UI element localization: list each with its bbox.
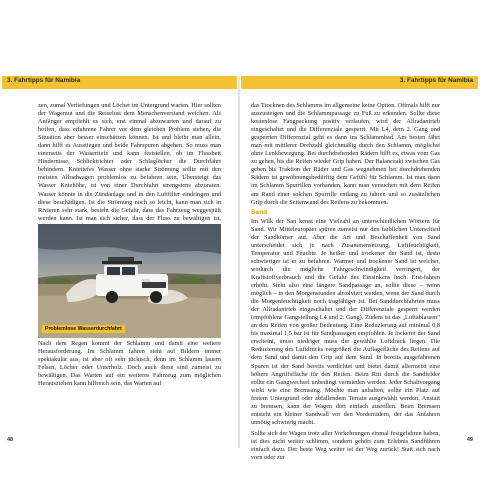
right-paragraph-sand: Im Wilk der San kennt eine Vielzahl an unterschiedlichen Wörtern für Sand. Wir Mitteleuropäer spüren zumeist nur den farblichen Unterschied der Sandkörner auf. Aber die Art und Beschaffenheit von Sand unterscheidet sich je nach Zusammensetzung, Luftfeuchtigkeit, Temperatur und Feuchte. Je heißer und trockener der Sand ist, desto schwieriger ist er zu befahren. Warmer und trockener Sand ist weicher, wodurch die mögliche Fahrgeschwindigkeit verringert, der Kraftstoffverbrauch und die Gefahr des Einsinkens hoch. Erst-fahren erhöht. Steht also eine längere Sandpassage an, sollte diese – wenn möglich – in den Morgenstunden absolviert werden, wenn der Sand durch die Morgenfeuchtigkeit noch tragfähiger ist. Bei Sanddurchfahrten muss der Allradantrieb eingeschaltet und der Differenziale gesperrt werden (empfohlene Gangstellung L4 und 2. Gang). Zudem ist das „Luftablassen“ an den Reifen von großer Bedeutung. Eine Reduzierung auf minimal 0,8 bis maximal 1,5 bar ist für Sandpassagen empfohlen. Je lockerer der Sand erscheint, umso niedriger muss der gewählte Luftdruck liegen. Die Reduzierung des Luftdrucks vergrößert die Auflagefläche des Reifens auf dem Sand und damit den Grip auf dem Sand. In bereits ausgefahrenen Spuren ist der Sand bereits verdichtet und bietet damit allermeist eine höhere Angriffsfläche für den Reifen. Beim Ritt durch die Sandfelder sollte ein Gangwechsel unbedingt vermieden werden. Jeder Schaltvorgang wirkt wie eine Bremsung. Möchte man anhalten, sollte ein Platz auf festem Untergrund oder abfallendem Terrain ausgewählt werden. Anstatt zu bremsen, kann der Wagen dort einfach ausrollen. Beim Bremsen entsteht ein kleiner Sandwall vor den Vorderrädern, der das Anfahren unnötig schwierig macht. <box>251 217 440 426</box>
right-paragraph-mud: das Trocknen des Schlamms im allgemeine keine Option. Oftmals hilft nur auszusteigen und die Schlammpassage zu Fuß zu erkunden. Sollte diese kostenlose Fangpackung positiv verlaufen, wird der Allradantrieb eingeschaltet und die Differenziale gesperrt. Mit L4, dem 2. Gang und gesperrten Differenzial geht es dann ins Schlammbad. Am besten fährt man mit mittlerer Drehzahl gleichmäßig durch den Schlamm, möglichst ohne Lenkbewegung. Bei durchdrehenden Rädern hilft es, etwas vom Gas zu gehen, bis die Reifen wieder Grip haben. Der Balanceakt zwischen Gas geben bis Traktion der Räder und Gas wegnehmen bei durchdrehenden Rädern ist gewöhnungsbedürftig dem Gefühl für Schlamm. Ist man dann im Schlamm Spurrillen vorhanden, kann man versuchen mit dem Reifen am Rand einer solchen Spurrille entlang zu fahren und so zusätzlichen Grip durch die Seitenwand des Reifens zu bekommen. <box>251 102 440 206</box>
right-running-header: 3. Fahrtipps für Namibia <box>399 77 473 84</box>
river-crossing-photo <box>38 224 221 338</box>
right-page <box>241 76 478 462</box>
left-paragraph-mud: Nach dem Regen kommt der Schlamm und damit eine weitere Herausforderung. Im Schlamm fahren steht auf Bildern immer spektakulär aus, ist aber oft sehr tückisch, denn im Schlamm lauern Felsen, Löcher oder Unterholz. Doch auch diese sind zumeist zu bewältigen. Das Warten auf ein weiteres Fahrzeug zum möglichen Herausziehen kann hilfreich sein, das Warten auf <box>38 340 221 388</box>
left-running-header: 3. Fahrtipps für Namibia <box>7 77 81 84</box>
section-heading-sand: Sand <box>251 208 268 216</box>
right-paragraph-stuck: Sollte sich der Wagen trotz aller Vorkehrungen einmal festgefahren haben, ist dies nicht weiter schlimm, sondern gehört zum Erlebnis Sandführen einfach dazu. Der beste Weg weiter ist der Weg zurück! Statt sich nach vorn oder zur <box>251 429 440 462</box>
left-body-text-bottom <box>38 340 221 388</box>
photo-caption: Problemlose Wasserdurchfahrt <box>42 325 125 333</box>
left-page-number: 48 <box>7 437 14 443</box>
photo-illustration <box>38 224 221 338</box>
left-page <box>2 76 237 448</box>
right-page-number: 49 <box>466 437 473 443</box>
left-paragraph: zen, zumal Vertiefungen und Löcher im Untergrund warten. Hier sollten der Wagemut und die Reiselust dem Menschenverstand weichen. Als Anfänger empfiehlt es sich, erst einmal abzuwarten und darauf zu hoffen, dass erfahrene Fahrer vor dem gleichen Problem stehen, die Situation aber besser einschätzen können. Ist und bleibt man allein, dann hilft es Ausstiegen und beide Fahrspuren abgehen. So muss man einerseits der Wassertiefe und kann feststellen, ob im Flussbett Hindernisse, Schlicktrichter oder Schlaglöcher die Durchfahrt behindern. Knietiefes Wasser ohne starke Strömung sollte mit den meisten Allradwagen problemlos zu befahren sein. Übersteigt das Wasser Kniehöhe, ist von einer Durchfahrt strengstens abzuraten. Wasser könnte in die Zündanlage und in den Luftfilter eindringen und diese beschädigen. Ist die Strömung noch so leicht, kann man sich in Rivieren sehr stark, besteht die Gefahr, dass das Fahrzeug weggespült werden kann. Ist man sich sicher, dass der Fluss zu bewältigen ist, <box>38 102 221 222</box>
spread-gutter <box>238 76 240 448</box>
right-body-text <box>251 102 440 462</box>
